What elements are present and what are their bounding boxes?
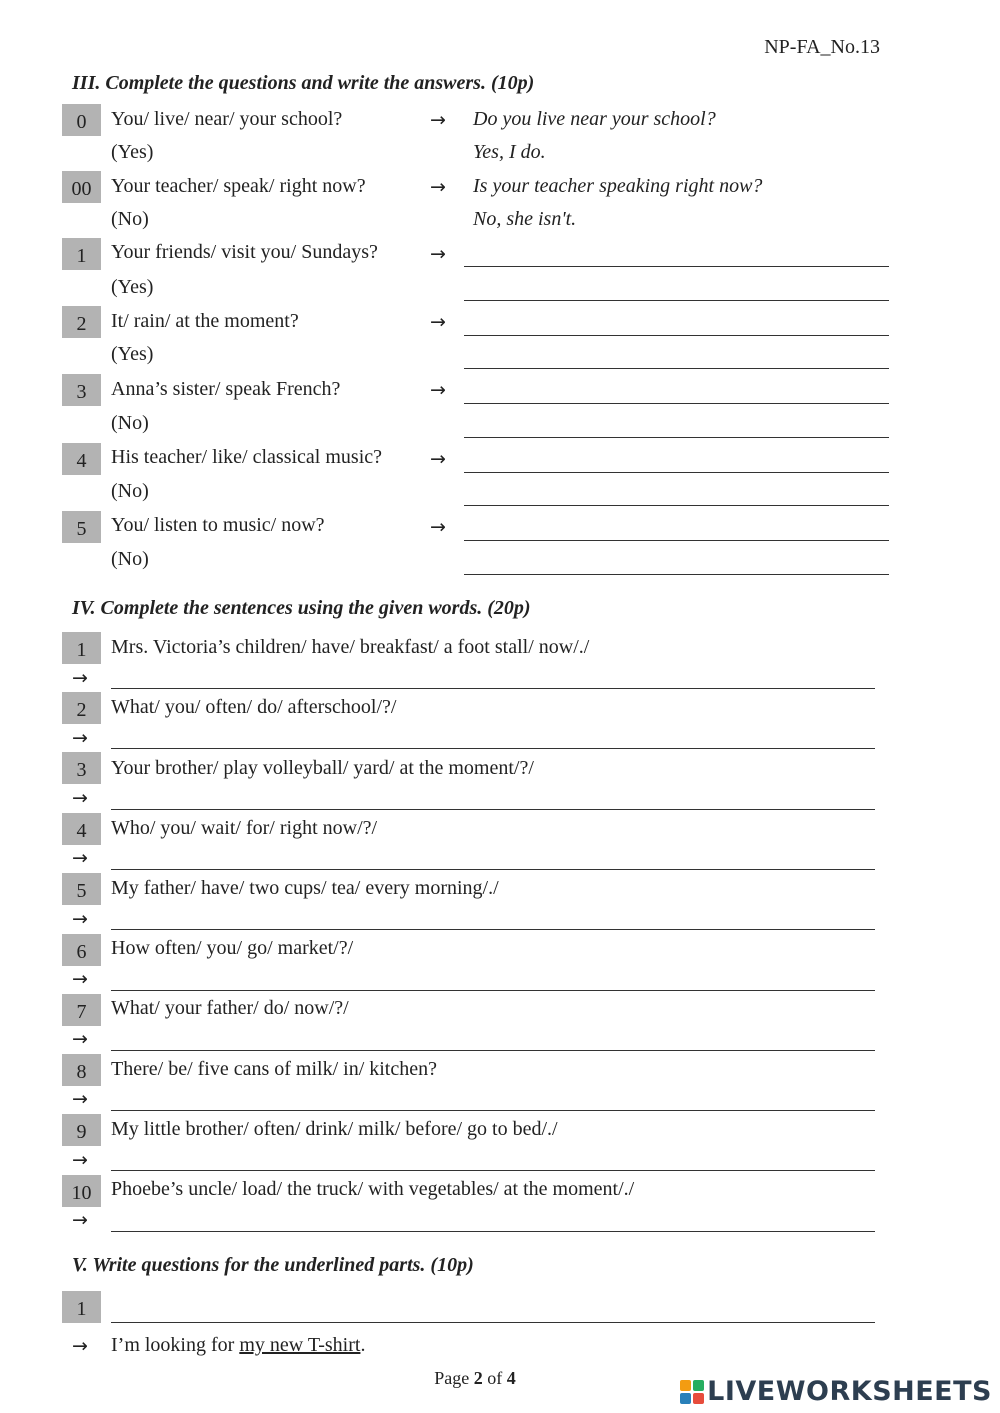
answer-line-question[interactable] [464, 266, 889, 267]
item-number: 1 [62, 1291, 101, 1323]
sentence-prompt: How often/ you/ go/ market/?/ [111, 937, 354, 959]
item-number: 1 [62, 632, 101, 664]
sentence-prompt: Who/ you/ wait/ for/ right now/?/ [111, 817, 378, 839]
arrow-icon: → [72, 1209, 88, 1231]
arrow-icon: → [72, 727, 88, 749]
sentence-prompt: Mrs. Victoria’s children/ have/ breakfast/ a foot stall/ now/./ [111, 636, 590, 658]
arrow-icon: → [72, 787, 88, 809]
answer-hint: (Yes) [111, 343, 154, 365]
sentence-prompt: What/ you/ often/ do/ afterschool/?/ [111, 696, 397, 718]
arrow-icon: → [72, 1028, 88, 1050]
answer-line[interactable] [111, 1170, 875, 1171]
answer-line[interactable] [111, 990, 875, 991]
example-answer-question: Is your teacher speaking right now? [473, 175, 763, 197]
example-answer-reply: No, she isn't. [473, 208, 577, 230]
section-5-title: V. Write questions for the underlined parts. (10p) [72, 1254, 474, 1276]
sentence-prompt: Your brother/ play volleyball/ yard/ at the moment/?/ [111, 757, 534, 779]
logo-square [693, 1380, 704, 1391]
question-prompt: His teacher/ like/ classical music? [111, 446, 383, 468]
answer-hint: (No) [111, 480, 149, 502]
item-number: 4 [62, 443, 101, 475]
section-4-title: IV. Complete the sentences using the given words. (20p) [72, 597, 531, 619]
logo-icon [680, 1380, 704, 1404]
arrow-icon: → [430, 176, 446, 198]
arrow-icon: → [430, 109, 446, 131]
answer-line[interactable] [111, 688, 875, 689]
answer-line-reply[interactable] [464, 368, 889, 369]
item-number: 1 [62, 238, 101, 270]
arrow-icon: → [430, 448, 446, 470]
example-answer-question: Do you live near your school? [473, 108, 716, 130]
sentence-prompt: My little brother/ often/ drink/ milk/ before/ go to bed/./ [111, 1118, 558, 1140]
item-number: 8 [62, 1054, 101, 1086]
arrow-icon: → [430, 516, 446, 538]
arrow-icon: → [430, 379, 446, 401]
question-prompt: Your teacher/ speak/ right now? [111, 175, 366, 197]
answer-hint: (Yes) [111, 141, 154, 163]
sentence-part: I’m looking for [111, 1334, 240, 1356]
item-number: 10 [62, 1175, 101, 1207]
item-number: 4 [62, 813, 101, 845]
item-number: 2 [62, 306, 101, 338]
item-number: 2 [62, 692, 101, 724]
page-of: of [482, 1368, 507, 1388]
question-prompt: You/ live/ near/ your school? [111, 108, 343, 130]
document-code: NP-FA_No.13 [764, 36, 880, 58]
answer-line-reply[interactable] [464, 300, 889, 301]
page-label: Page [434, 1368, 474, 1388]
logo-square [680, 1380, 691, 1391]
answer-line-question[interactable] [464, 472, 889, 473]
question-prompt: Your friends/ visit you/ Sundays? [111, 241, 378, 263]
page-total: 4 [506, 1368, 516, 1388]
answer-line-reply[interactable] [464, 574, 889, 575]
item-number: 9 [62, 1114, 101, 1146]
sentence-part: . [360, 1334, 366, 1356]
answer-hint: (No) [111, 412, 149, 434]
underlined-part: my new T-shirt [239, 1334, 361, 1356]
arrow-icon: → [72, 847, 88, 869]
question-prompt: You/ listen to music/ now? [111, 514, 325, 536]
answer-line[interactable] [111, 1110, 875, 1111]
item-number: 0 [62, 104, 101, 136]
answer-line[interactable] [111, 869, 875, 870]
answer-hint: (Yes) [111, 276, 154, 298]
logo-text: LIVEWORKSHEETS [707, 1376, 992, 1407]
question-prompt: Anna’s sister/ speak French? [111, 378, 341, 400]
answer-line[interactable] [111, 748, 875, 749]
answer-line-question[interactable] [464, 540, 889, 541]
answer-hint: (No) [111, 548, 149, 570]
logo-square [680, 1393, 691, 1404]
example-answer-reply: Yes, I do. [473, 141, 546, 163]
logo-square [693, 1393, 704, 1404]
arrow-icon: → [430, 243, 446, 265]
answer-line-question[interactable] [464, 335, 889, 336]
item-number: 6 [62, 934, 101, 966]
arrow-icon: → [72, 1149, 88, 1171]
item-number: 5 [62, 873, 101, 905]
answer-line[interactable] [111, 809, 875, 810]
item-number: 7 [62, 994, 101, 1026]
arrow-icon: → [72, 908, 88, 930]
section-3-title: III. Complete the questions and write the answers. (10p) [72, 72, 535, 94]
arrow-icon: → [72, 1088, 88, 1110]
arrow-icon: → [430, 311, 446, 333]
item-number: 5 [62, 511, 101, 543]
arrow-icon: → [72, 1335, 88, 1357]
sentence-prompt: My father/ have/ two cups/ tea/ every morning/./ [111, 877, 499, 899]
answer-line[interactable] [111, 1231, 875, 1232]
answer-line[interactable] [111, 929, 875, 930]
answer-line-reply[interactable] [464, 505, 889, 506]
answer-hint: (No) [111, 208, 149, 230]
sentence-prompt: There/ be/ five cans of milk/ in/ kitchen? [111, 1058, 437, 1080]
given-sentence [111, 1334, 365, 1357]
item-number: 3 [62, 374, 101, 406]
answer-line-reply[interactable] [464, 437, 889, 438]
answer-line[interactable] [111, 1050, 875, 1051]
answer-line-question[interactable] [464, 403, 889, 404]
sentence-prompt: What/ your father/ do/ now/?/ [111, 997, 349, 1019]
question-prompt: It/ rain/ at the moment? [111, 310, 299, 332]
liveworksheets-logo [680, 1376, 992, 1407]
page-current: 2 [473, 1368, 483, 1388]
answer-line[interactable] [111, 1322, 875, 1323]
item-number: 00 [62, 171, 101, 203]
arrow-icon: → [72, 667, 88, 689]
item-number: 3 [62, 752, 101, 784]
arrow-icon: → [72, 968, 88, 990]
sentence-prompt: Phoebe’s uncle/ load/ the truck/ with vegetables/ at the moment/./ [111, 1178, 635, 1200]
